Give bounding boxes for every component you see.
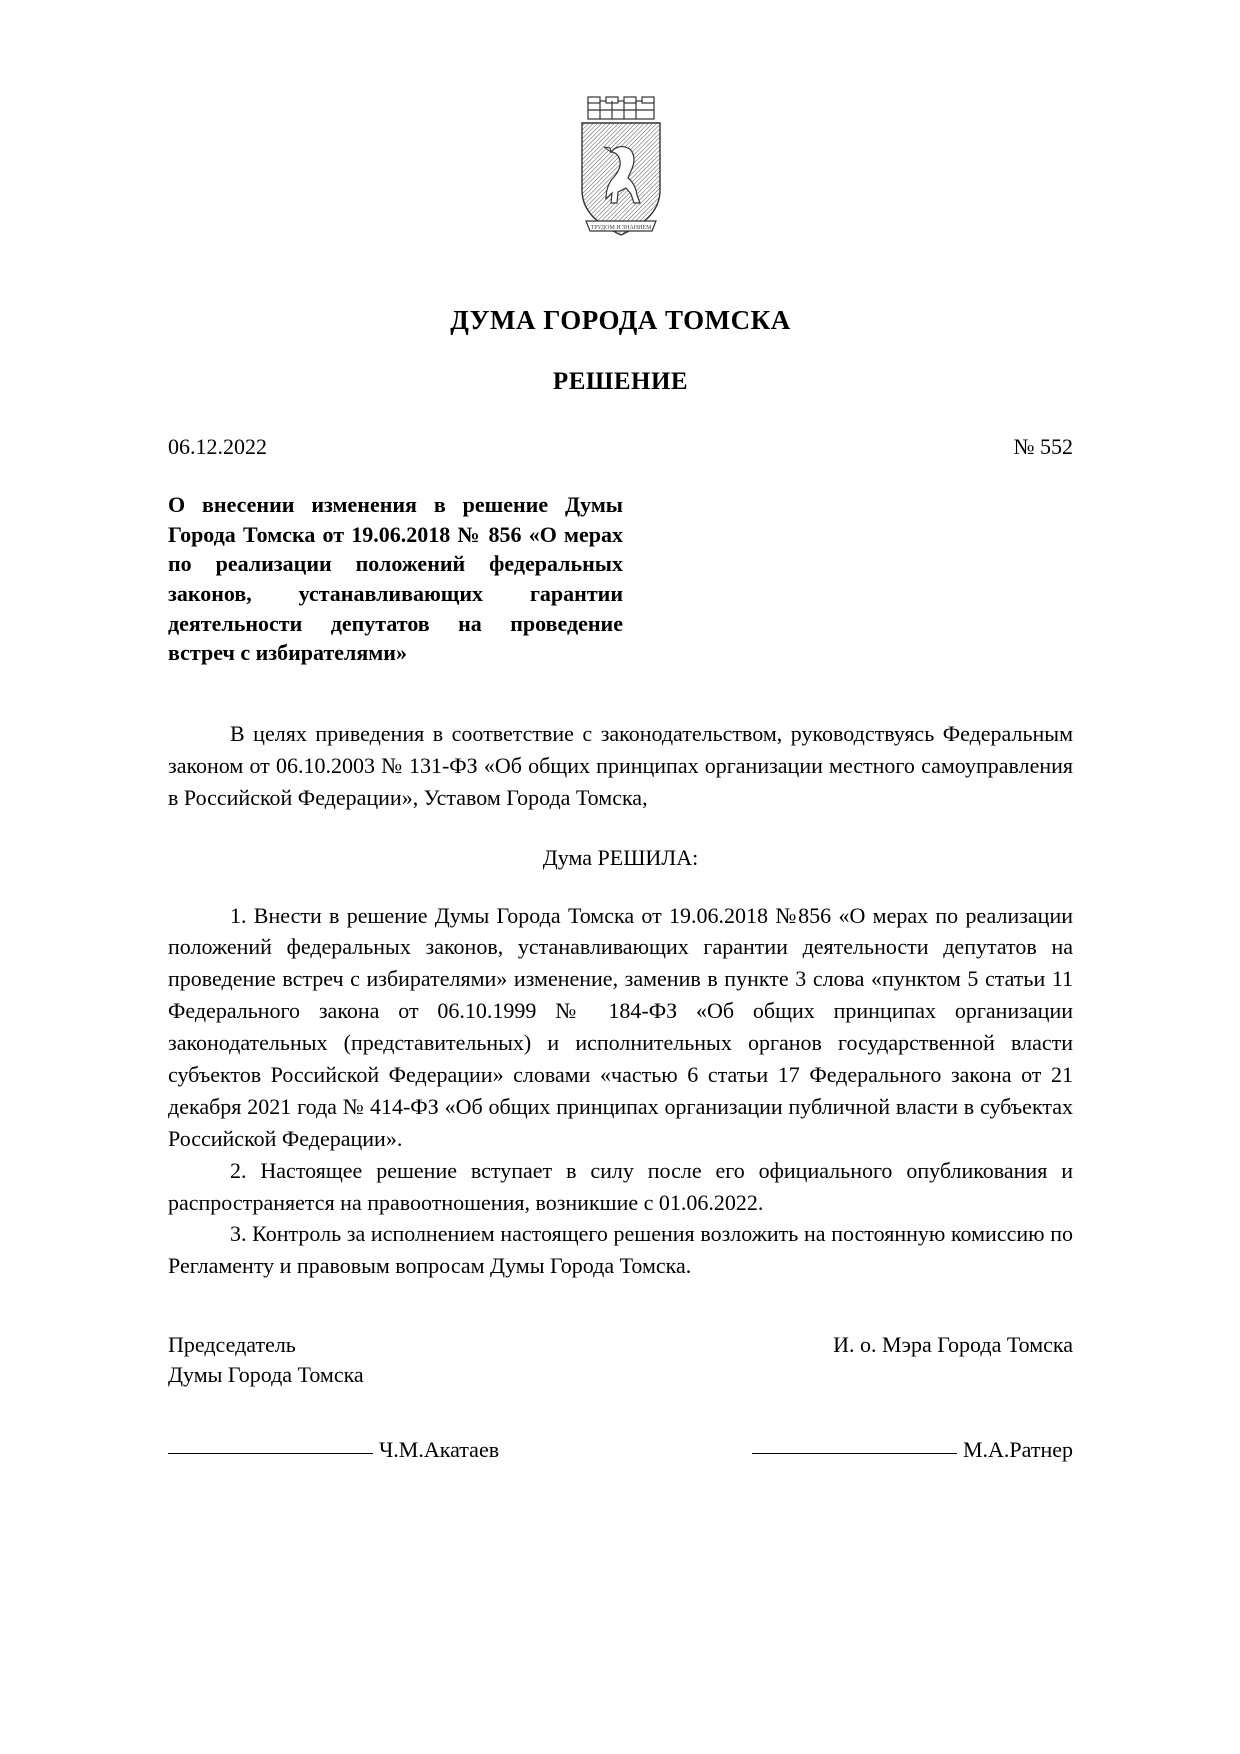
resolution-item-1: 1. Внести в решение Думы Города Томска от 19.06.2018 №856 «О мерах по реализации положений федеральных законов, устанавливающих гарантии деятельности депутатов на проведение встреч с избирателями» изменение, заменив в пункте 3 слова «пунктом 5 статьи 11 Федерального закона от 06.10.1999 № 184-ФЗ «Об общих принципах организации законодательных (представительных) и исполнительных органов государственной власти субъектов Российской Федерации» словами «частью 6 статьи 17 Федерального закона от 21 декабря 2021 года № 414-ФЗ «Об общих принципах организации публичной власти в субъектах Российской Федерации». <box>168 902 1073 1151</box>
signature-slot-right <box>752 1437 1073 1463</box>
preamble-paragraph: В целях приведения в соответствие с законодательством, руководствуясь Федеральным законом от 06.10.2003 № 131-ФЗ «Об общих принципах организации местного самоуправления в Российской Федерации», Уставом Города Томска, <box>168 721 1073 810</box>
signatory-right-title: И. о. Мэра Города Томска <box>833 1332 1073 1357</box>
document-subject: О внесении изменения в решение Думы Города Томска от 19.06.2018 № 856 «О мерах по реализации положений федеральных законов, устанавливающих гарантии деятельности депутатов на проведение встреч с избирателями» <box>168 492 623 666</box>
resolution-item-3: 3. Контроль за исполнением настоящего решения возложить на постоянную комиссию по Регламенту и правовым вопросам Думы Города Томска. <box>168 1221 1073 1279</box>
signatory-right-name: М.А.Ратнер <box>962 1437 1073 1463</box>
emblem-container <box>168 95 1073 255</box>
resolution-line: Дума РЕШИЛА: <box>542 844 699 870</box>
document-type: РЕШЕНИЕ <box>552 368 689 395</box>
signature-block <box>168 1330 1073 1463</box>
signature-lines <box>168 1437 1073 1463</box>
tomsk-coat-of-arms-icon <box>566 95 676 255</box>
signature-titles <box>168 1330 1073 1389</box>
signature-rule-right <box>752 1452 957 1454</box>
signature-rule-left <box>168 1452 373 1454</box>
organization-title: ДУМА ГОРОДА ТОМСКА <box>450 305 791 335</box>
signatory-left-title <box>168 1330 364 1389</box>
signatory-left-title-line2: Думы Города Томска <box>168 1361 364 1387</box>
signatory-left-name: Ч.М.Акатаев <box>379 1437 500 1463</box>
resolution-item-2: 2. Настоящее решение вступает в силу после его официального опубликования и распространяется на правоотношения, возникшие с 01.06.2022. <box>168 1157 1073 1215</box>
document-date: 06.12.2022 <box>168 434 267 459</box>
svg-text:ТРУДОМ И ЗНАНИЕМ: ТРУДОМ И ЗНАНИЕМ <box>590 225 651 231</box>
document-meta <box>168 434 1073 460</box>
signature-slot-left <box>168 1437 499 1463</box>
document-body <box>168 718 1073 1282</box>
document-number: № 552 <box>1013 434 1073 459</box>
signatory-left-title-line1: Председатель <box>168 1332 296 1357</box>
